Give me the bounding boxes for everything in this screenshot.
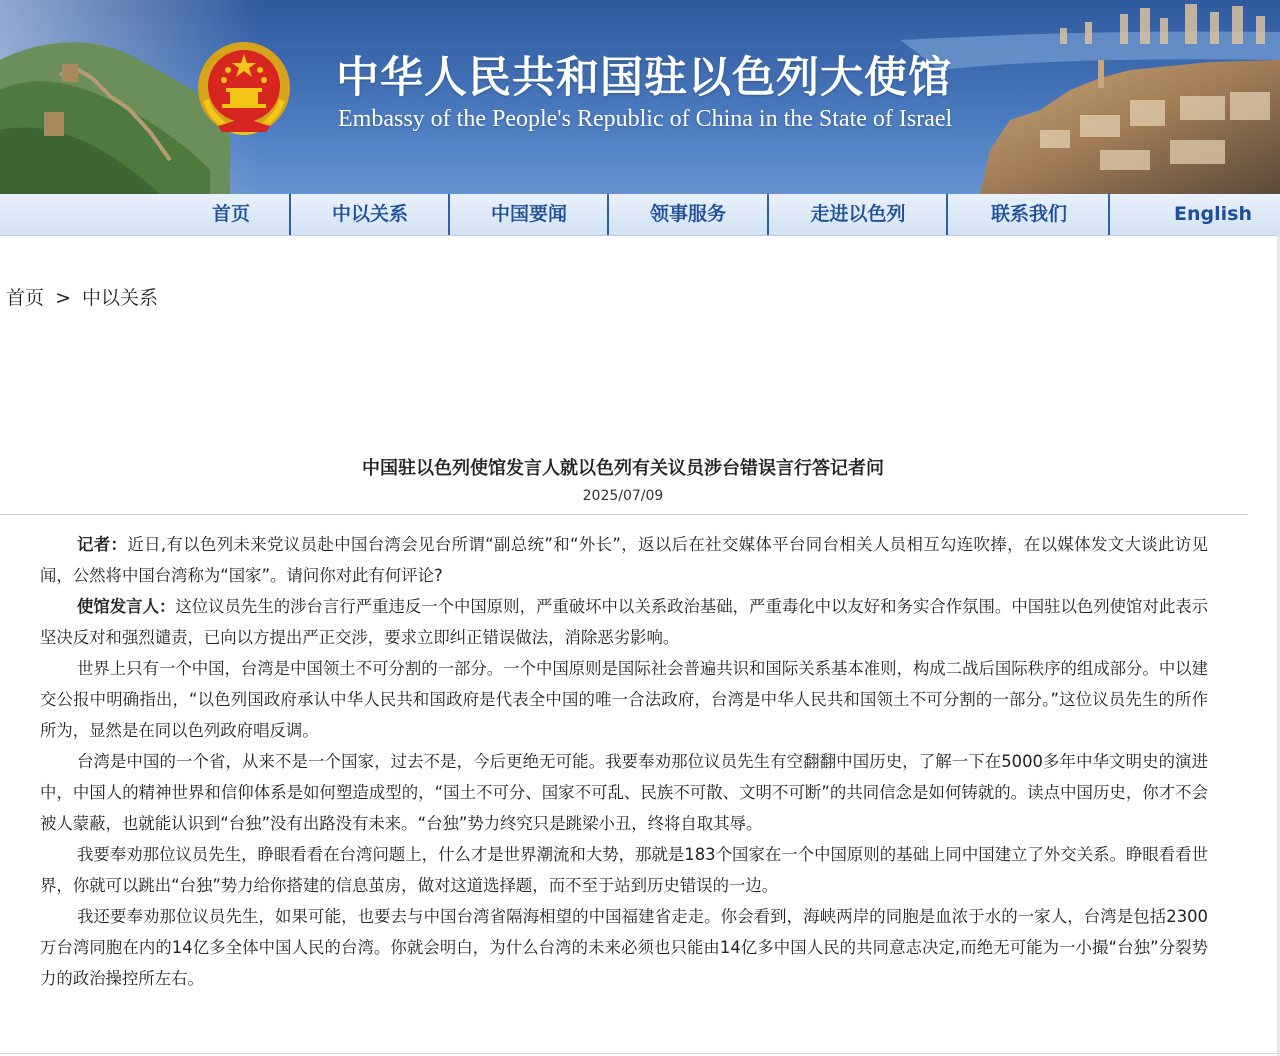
- paragraph-text: 世界上只有一个中国，台湾是中国领土不可分割的一部分。一个中国原则是国际社会普遍共识和国际关系基本准则，构成二战后国际秩序的组成部分。中以建交公报中明确指出，“以色列国政府承认中华人民共和国政府是代表全中国的唯一合法政府，台湾是中华人民共和国领土不可分割的一部分。”这位议员先生的所作所为，显然是在同以色列政府唱反调。: [40, 659, 1208, 740]
- breadcrumb-current-link[interactable]: 中以关系: [82, 287, 159, 309]
- article-title: 中国驻以色列使馆发言人就以色列有关议员涉台错误言行答记者问: [362, 458, 884, 479]
- article-paragraph: [40, 653, 1208, 746]
- paragraph-text: 近日,有以色列未来党议员赴中国台湾会见台所谓“副总统”和“外长”，返以后在社交媒体平台同台相关人员相互勾连吹捧，在以媒体发文大谈此访见闻，公然将中国台湾称为“国家”。请问你对此有何评论?: [40, 535, 1208, 585]
- breadcrumb-separator: >: [55, 287, 71, 309]
- paragraph-label: 记者：: [77, 535, 128, 554]
- nav-item-contact-us[interactable]: 联系我们: [990, 203, 1067, 225]
- national-emblem-icon: [196, 40, 292, 136]
- paragraph-text: 我还要奉劝那位议员先生，如果可能，也要去与中国台湾省隔海相望的中国福建省走走。你会看到，海峡两岸的同胞是血浓于水的一家人，台湾是包括2300万台湾同胞在内的14亿多全体中国人民的台湾。你就会明白，为什么台湾的未来必须也只能由14亿多中国人民的共同意志决定,而绝无可能为一小撮“台独”分裂势力的政治操控所左右。: [40, 907, 1208, 988]
- breadcrumb-home-link[interactable]: 首页: [6, 287, 45, 309]
- paragraph-text: 这位议员先生的涉台言行严重违反一个中国原则，严重破坏中以关系政治基础，严重毒化中以友好和务实合作氛围。中国驻以色列使馆对此表示坚决反对和强烈谴责，已向以方提出严正交涉，要求立即纠正错误做法，消除恶劣影响。: [40, 597, 1209, 647]
- nav-item-china-israel-relations[interactable]: 中以关系: [331, 203, 408, 225]
- paragraph-label: 使馆发言人：: [77, 597, 176, 616]
- site-title-en: Embassy of the People's Republic of China in the State of Israel: [338, 106, 953, 132]
- article-date: 2025/07/09: [582, 488, 664, 504]
- article-paragraph: [40, 901, 1208, 994]
- nav-item-english[interactable]: English: [1174, 203, 1252, 225]
- paragraph-text: 台湾是中国的一个省，从来不是一个国家，过去不是，今后更绝无可能。我要奉劝那位议员先生有空翻翻中国历史，了解一下在5000多年中华文明史的演进中，中国人的精神世界和信仰体系是如何塑造成型的，“国土不可分、国家不可乱、民族不可散、文明不可断”的共同信念是如何铸就的。读点中国历史，你才不会被人蒙蔽，也就能认识到“台独”没有出路没有未来。“台独”势力终究只是跳梁小丑，终将自取其辱。: [40, 752, 1208, 833]
- article-paragraph: [40, 839, 1208, 901]
- nav-item-china-news[interactable]: 中国要闻: [490, 203, 567, 225]
- nav-separator: [1108, 194, 1110, 235]
- paragraph-text: 我要奉劝那位议员先生，睁眼看看在台湾问题上，什么才是世界潮流和大势，那就是183个国家在一个中国原则的基础上同中国建立了外交关系。睁眼看看世界，你就可以跳出“台独”势力给你搭建的信息茧房，做对这道选择题，而不至于站到历史错误的一边。: [40, 845, 1208, 895]
- article-paragraph: [40, 529, 1208, 591]
- breadcrumb: [6, 283, 158, 310]
- article-paragraph: [40, 591, 1208, 653]
- divider: [0, 514, 1248, 515]
- nav-item-home[interactable]: 首页: [211, 203, 250, 225]
- nav-item-consular-services[interactable]: 领事服务: [649, 203, 726, 225]
- site-title-cn: 中华人民共和国驻以色列大使馆: [336, 53, 952, 103]
- article-paragraph: [40, 746, 1208, 839]
- divider: [0, 1053, 1280, 1054]
- article-body: [40, 529, 1208, 994]
- nav-item-about-israel[interactable]: 走进以色列: [810, 203, 906, 225]
- main-nav: [0, 194, 1280, 236]
- header-banner: [0, 0, 1280, 194]
